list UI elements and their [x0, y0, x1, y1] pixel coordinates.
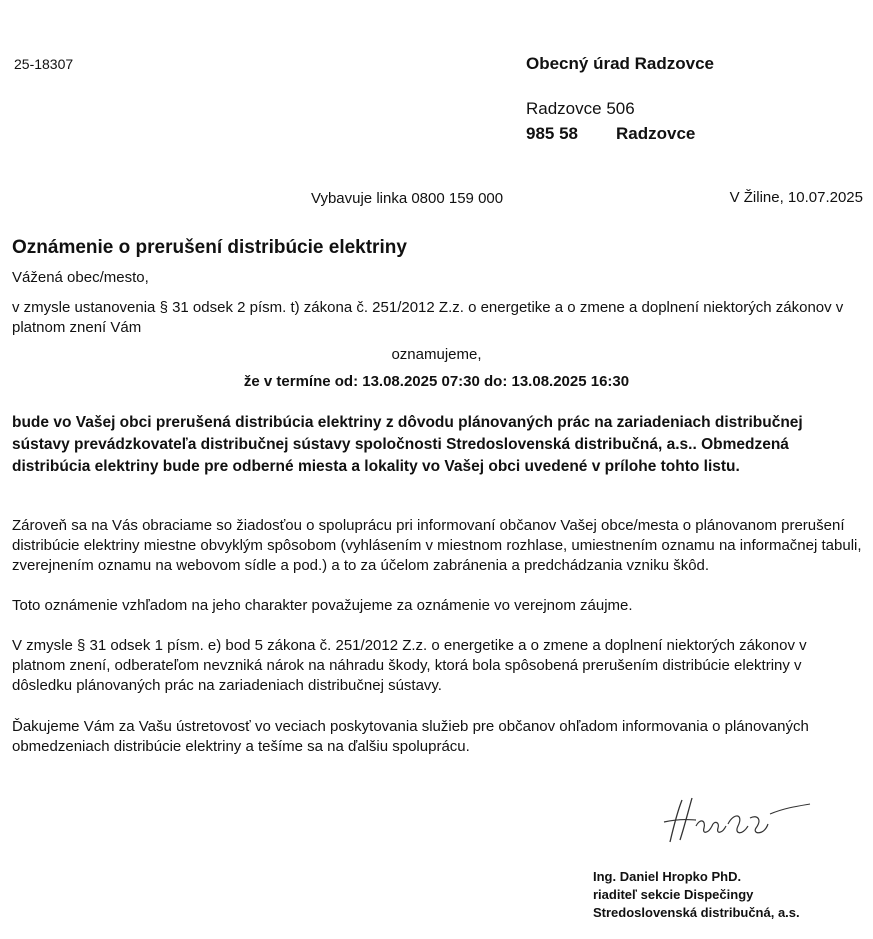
handwritten-signature: [652, 790, 812, 850]
legal-basis-paragraph: v zmysle ustanovenia § 31 odsek 2 písm. t) zákona č. 251/2012 Z.z. o energetike a o zmene a doplnení niektorých zákonov v platnom znení Vám: [12, 299, 844, 336]
recipient-city: Radzovce: [616, 124, 696, 143]
document-title: Oznámenie o prerušení distribúcie elektriny: [12, 237, 407, 258]
signer-name: Ing. Daniel Hropko PhD.: [593, 869, 742, 884]
reference-number: 25-18307: [14, 56, 74, 72]
recipient-name: Obecný úrad Radzovce: [526, 54, 715, 73]
contact-line: Vybavuje linka 0800 159 000: [311, 190, 504, 207]
signer-company: Stredoslovenská distribučná, a.s.: [593, 905, 800, 920]
outage-term: že v termíne od: 13.08.2025 07:30 do: 13.08.2025 16:30: [243, 373, 630, 390]
thanks-paragraph: Ďakujeme Vám za Vašu ústretovosť vo veciach poskytovania služieb pre občanov ohľadom informovania o plánovaných obmedzeniach distribúcie elektriny a tešíme sa na ďalšiu spoluprácu.: [12, 718, 809, 755]
salutation: Vážená obec/mesto,: [12, 269, 149, 286]
announce-line: oznamujeme,: [391, 346, 482, 363]
damages-paragraph: V zmysle § 31 odsek 1 písm. e) bod 5 zákona č. 251/2012 Z.z. o energetike a o zmene a doplnení niektorých zákonov v platnom znení, odberateľom nevzniká nárok na náhradu škody, ktorá bola spôsobená prerušením distribúcie elektriny v dôsledku plánovaných prác na zariadeniach distribučnej sústavy.: [12, 637, 807, 694]
public-interest-paragraph: Toto oznámenie vzhľadom na jeho charakter považujeme za oznámenie vo verejnom záujme.: [12, 597, 633, 614]
outage-notice-paragraph: bude vo Vašej obci prerušená distribúcia elektriny z dôvodu plánovaných prác na zariadeniach distribučnej sústavy prevádzkovateľa distribučnej sústavy spoločnosti Stredoslovenská distribučná, a.s.. Obmedzená distribúcia elektriny bude pre odberné miesta a lokality vo Vašej obci uvedené v prílohe tohto listu.: [12, 414, 803, 475]
recipient-zip: 985 58: [526, 124, 578, 143]
signer-role: riaditeľ sekcie Dispečingy: [593, 887, 754, 902]
recipient-address: [526, 54, 714, 144]
signer-block: [593, 868, 800, 922]
cooperation-paragraph: Zároveň sa na Vás obraciame so žiadosťou o spoluprácu pri informovaní občanov Vašej obce/mesta o plánovanom prerušení distribúcie elektriny miestne obvyklým spôsobom (vyhlásením v miestnom rozhlase, umiestnením oznamu na informačnej tabuli, zverejnením oznamu na webovom sídle a pod.) a to za účelom zabránenia a predchádzania vzniku škôd.: [12, 517, 862, 574]
letter-date: V Žiline, 10.07.2025: [729, 189, 863, 206]
recipient-street: Radzovce 506: [526, 99, 635, 118]
recipient-city-line: [526, 124, 714, 144]
